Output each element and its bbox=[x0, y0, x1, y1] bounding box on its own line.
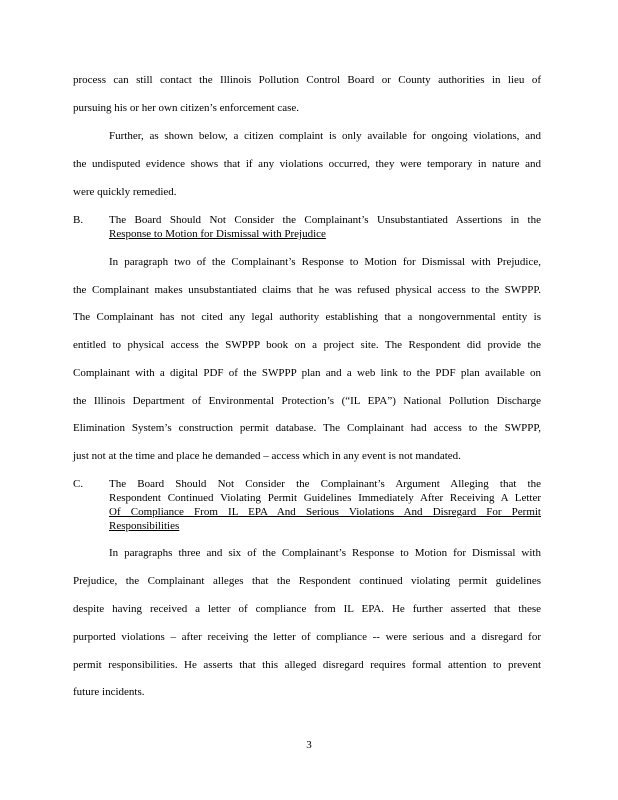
section-b-heading-underlined: Response to Motion for Dismissal with Prejudice bbox=[109, 228, 326, 240]
section-b-heading-line bbox=[109, 227, 541, 241]
section-b-heading-line: The Board Should Not Consider the Complainant’s Unsubstantiated Assertions in the bbox=[109, 214, 541, 226]
section-b-letter: B. bbox=[73, 214, 84, 226]
body-text-line: Elimination System’s construction permit database. The Complainant had access to the SWPPP, bbox=[73, 422, 541, 434]
body-text-line: future incidents. bbox=[73, 686, 145, 698]
section-c-heading-line: Respondent Continued Violating Permit Guidelines Immediately After Receiving A Letter bbox=[109, 492, 541, 504]
body-text-line: just not at the time and place he demanded – access which in any event is not mandated. bbox=[73, 450, 461, 462]
section-c-heading-line bbox=[109, 519, 541, 533]
body-text-line: In paragraphs three and six of the Complainant’s Response to Motion for Dismissal with bbox=[109, 547, 541, 559]
body-text-line: Further, as shown below, a citizen complaint is only available for ongoing violations, and bbox=[109, 130, 541, 142]
body-text-line: The Complainant has not cited any legal authority establishing that a nongovernmental entity is bbox=[73, 311, 541, 323]
body-text-line: the Complainant makes unsubstantiated claims that he was refused physical access to the SWPPP. bbox=[73, 284, 541, 296]
body-text-line: process can still contact the Illinois Pollution Control Board or County authorities in lieu of bbox=[73, 74, 541, 86]
body-text-line: pursuing his or her own citizen’s enforcement case. bbox=[73, 102, 300, 114]
body-text-line: entitled to physical access the SWPPP book on a project site. The Respondent did provide the bbox=[73, 339, 541, 351]
section-c-heading-line: Of Compliance From IL EPA And Serious Violations And Disregard For Permit bbox=[109, 506, 541, 518]
body-text-line: the Illinois Department of Environmental Protection’s (“IL EPA”) National Pollution Discharge bbox=[73, 395, 541, 407]
body-text-line: the undisputed evidence shows that if any violations occurred, they were temporary in nature and bbox=[73, 158, 541, 170]
body-text-line: In paragraph two of the Complainant’s Response to Motion for Dismissal with Prejudice, bbox=[109, 256, 541, 268]
body-text-line: permit responsibilities. He asserts that this alleged disregard requires formal attention to prevent bbox=[73, 659, 541, 671]
section-c-heading-line: The Board Should Not Consider the Complainant’s Argument Alleging that the bbox=[109, 478, 541, 490]
section-c-heading-underlined: Responsibilities bbox=[109, 520, 180, 532]
page-number: 3 bbox=[306, 739, 312, 751]
body-text-line: despite having received a letter of compliance from IL EPA. He further asserted that these bbox=[73, 603, 541, 615]
body-text-line: were quickly remedied. bbox=[73, 186, 177, 198]
body-text-line: Complainant with a digital PDF of the SWPPP plan and a web link to the PDF plan available on bbox=[73, 367, 541, 379]
body-text-line: Prejudice, the Complainant alleges that the Respondent continued violating permit guidelines bbox=[73, 575, 541, 587]
body-text-line: purported violations – after receiving the letter of compliance -- were serious and a disregard for bbox=[73, 631, 541, 643]
section-c-letter: C. bbox=[73, 478, 84, 490]
